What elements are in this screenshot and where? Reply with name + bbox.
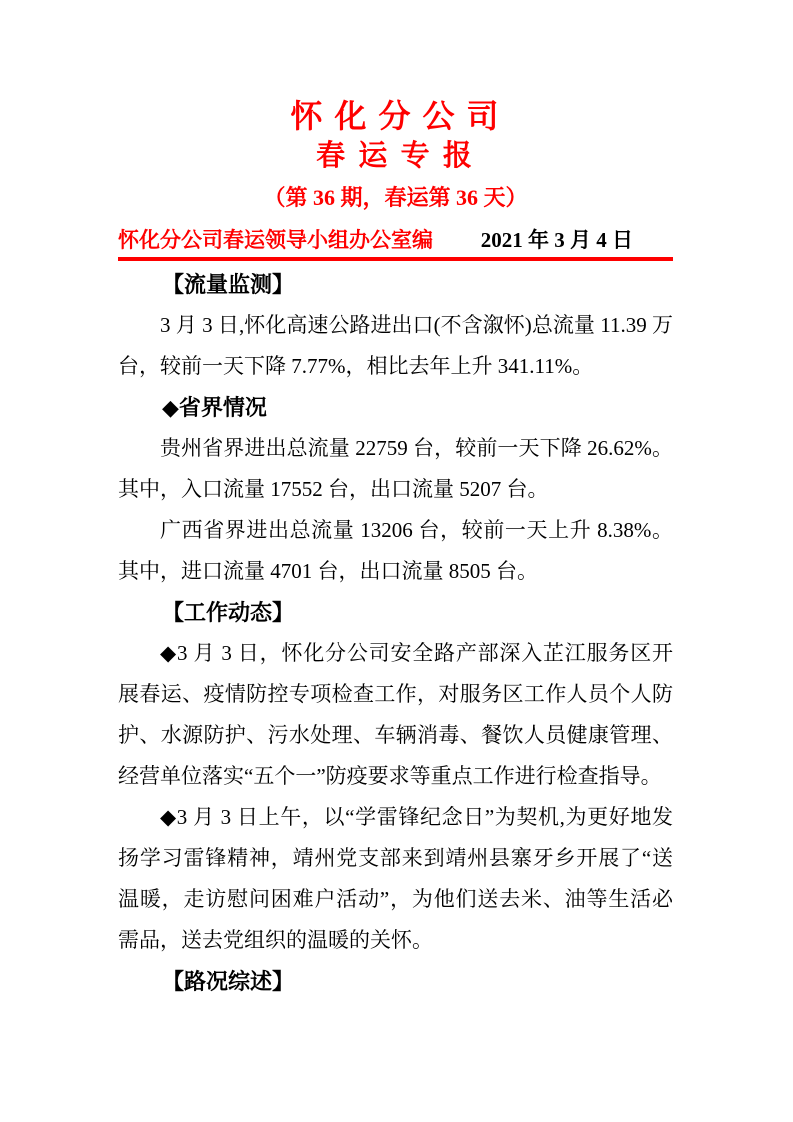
document-content — [118, 0, 673, 1002]
doc-title-report: 春 运 专 报 — [316, 140, 475, 172]
section-heading-work-updates: 【工作动态】 — [162, 600, 295, 625]
doc-title-company: 怀 化 分 公 司 — [290, 98, 501, 134]
editor-credit: 怀化分公司春运领导小组办公室编 — [118, 228, 433, 252]
paragraph-leifeng-activity: ◆3 月 3 日上午，以“学雷锋纪念日”为契机,为更好地发扬学习雷锋精神，靖州党支部来到靖州县寨牙乡开展了“送温暖，走访慰问困难户活动”，为他们送去米、油等生活必需品，送去党组织的温暖的关怀。 — [118, 805, 673, 952]
section-heading-flow-monitoring: 【流量监测】 — [162, 272, 295, 297]
publish-date: 2021 年 3 月 4 日 — [480, 228, 633, 252]
document-body — [118, 264, 673, 1002]
red-divider-rule — [118, 257, 673, 261]
paragraph-service-area-inspection: ◆3 月 3 日，怀化分公司安全路产部深入芷江服务区开展春运、疫情防控专项检查工作，对服务区工作人员个人防护、水源防护、污水处理、车辆消毒、餐饮人员健康管理、经营单位落实“五个一”防疫要求等重点工作进行检查指导。 — [118, 641, 673, 788]
issue-number: （第 36 期，春运第 36 天） — [263, 185, 528, 210]
masthead-row — [118, 227, 673, 253]
section-heading-road-conditions: 【路况综述】 — [162, 969, 295, 994]
paragraph-flow-summary: 3 月 3 日,怀化高速公路进出口(不含溆怀)总流量 11.39 万台，较前一天下降 7.77%，相比去年上升 341.11%。 — [118, 313, 673, 378]
subheading-province-border: ◆省界情况 — [162, 395, 267, 420]
paragraph-guizhou-border: 贵州省界进出总流量 22759 台，较前一天下降 26.62%。其中，入口流量 17552 台，出口流量 5207 台。 — [118, 436, 673, 501]
paragraph-guangxi-border: 广西省界进出总流量 13206 台，较前一天上升 8.38%。其中，进口流量 4701 台，出口流量 8505 台。 — [118, 518, 673, 583]
